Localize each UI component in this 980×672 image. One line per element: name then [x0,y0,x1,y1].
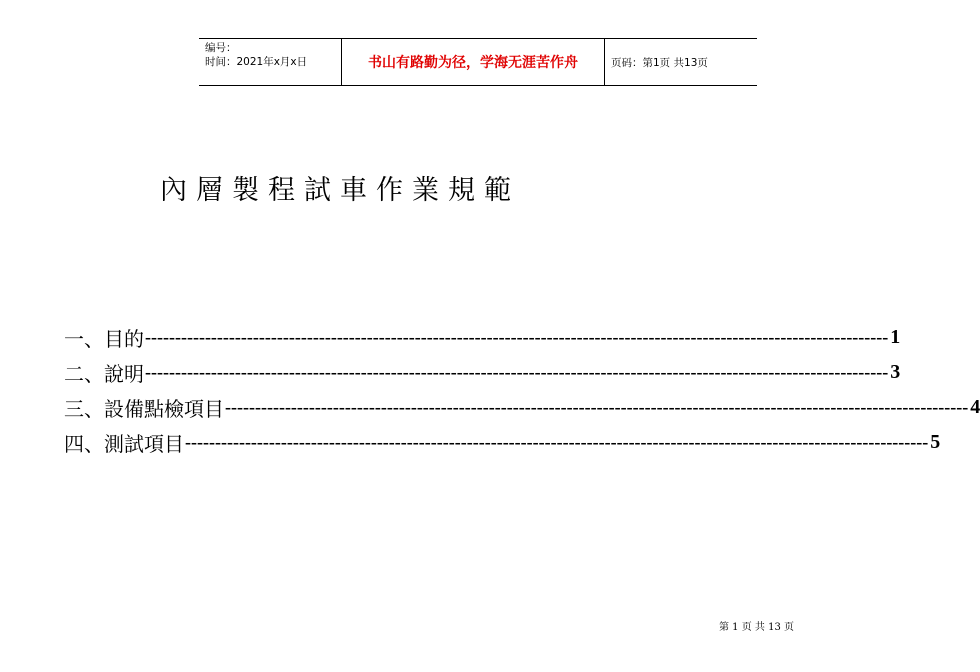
toc-entry-purpose[interactable] [64,320,901,355]
toc-entry-label: 四、測試項目 [64,432,184,456]
document-title: 內層製程試車作業規範 [160,175,520,206]
toc-entry-page: 3 [890,361,901,383]
toc-entry-label: 三、設備點檢項目 [64,397,224,421]
toc-entry-label: 二、說明 [64,362,144,386]
header-meta [199,39,341,85]
toc-entry-label: 一、目的 [64,327,144,351]
toc-entry-description[interactable] [64,355,901,390]
toc-leader-dashes: ---------------------------------------------------------------------------------------------------------------------------- [145,327,889,347]
toc-entry-equipment-check[interactable] [64,390,980,425]
toc-entry-page: 1 [890,326,901,348]
table-of-contents [64,320,980,460]
toc-entry-page: 5 [930,431,941,453]
header-page-info: 页码：第1页 共13页 [611,56,708,69]
header-motto: 书山有路勤为径，学海无涯苦作舟 [341,39,605,85]
document-number-label: 编号： [205,42,237,54]
toc-entry-page: 4 [970,396,980,418]
toc-leader-dashes: ---------------------------------------------------------------------------------------------------------------------------- [185,432,929,452]
toc-entry-test-items[interactable] [64,425,941,460]
page-footer: 第 1 页 共 13 页 [719,622,794,633]
document-header [199,38,757,86]
document-time-label: 时间：2021年x月x日 [205,56,308,68]
toc-leader-dashes: ---------------------------------------------------------------------------------------------------------------------------- [225,397,969,417]
toc-leader-dashes: ---------------------------------------------------------------------------------------------------------------------------- [145,362,889,382]
